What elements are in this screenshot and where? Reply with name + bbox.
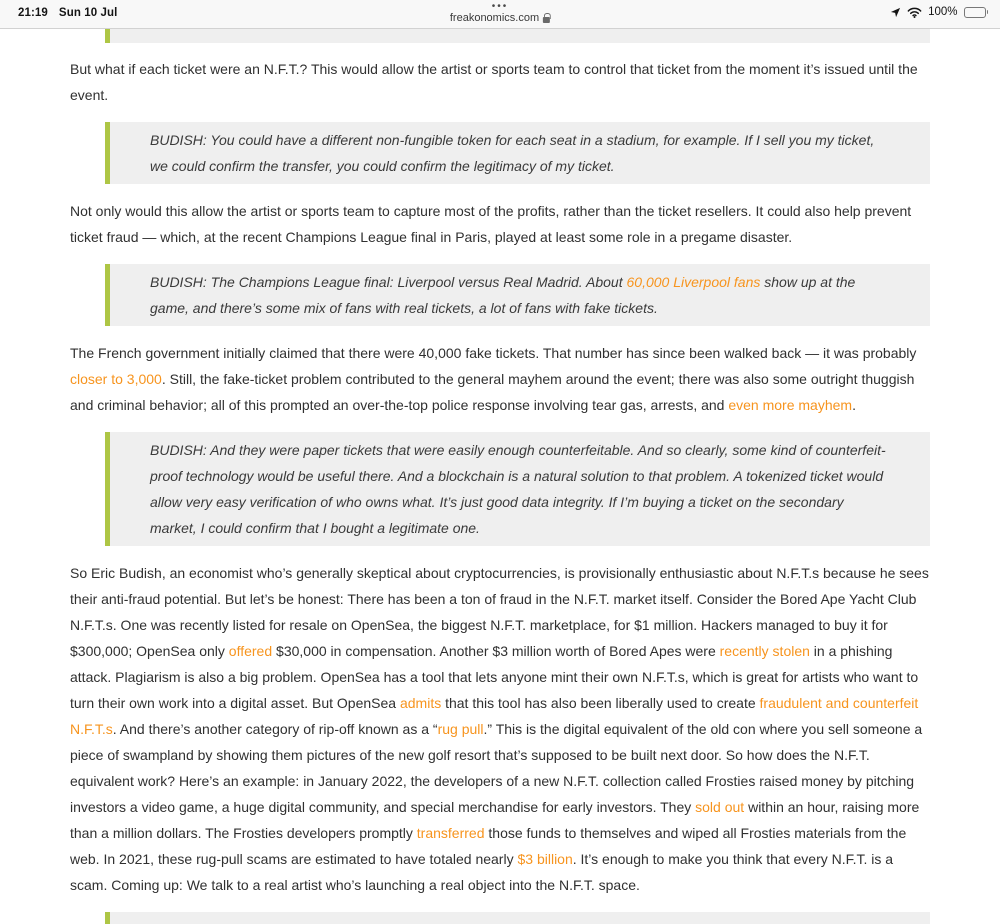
text-run: Not only would this allow the artist or sports team to capture most of the profits, rather than the ticket resellers. It could also help prevent ticket fraud — which, at the recent Champions League final in Paris, played at least some role in a pregame disaster.: [70, 203, 912, 245]
text-run: So Eric Budish, an economist who’s generally skeptical about cryptocurrencies, is provisionally enthusiastic about N.F.T.s because he sees their anti-fraud potential. But let’s be honest: There has been a ton of fraud in the N.F.T. market itself. Consider the Bored Ape Yacht Club N.F.T.s. One was recently listed for resale on OpenSea, the biggest N.F.T. marketplace, for $1 million. Hackers managed to buy it for $300,000; OpenSea only: [70, 565, 929, 659]
inline-link[interactable]: even more mayhem: [728, 397, 853, 413]
location-arrow-icon: [890, 7, 901, 18]
text-run: show up at the game, and there’s some mix of fans with real tickets, a lot of fans with fake tickets.: [150, 274, 856, 316]
wifi-icon: [907, 7, 922, 18]
text-run: BUDISH: The Champions League final: Liverpool versus Real Madrid. About: [150, 274, 627, 290]
date-label: Sun 10 Jul: [58, 7, 118, 19]
text-run: those funds to themselves and wiped all Frosties materials from the web. In 2021, these rug-pull scams are estimated to have totaled nearly: [70, 825, 907, 867]
clock: [18, 7, 117, 19]
paragraph: [70, 56, 930, 108]
inline-link[interactable]: offered: [228, 643, 273, 659]
pull-quote-partial-bottom: [105, 912, 930, 924]
inline-link[interactable]: fraudulent and counterfeit N.F.T.s: [70, 695, 919, 737]
text-run: . And there’s another category of rip-off known as a “: [112, 721, 438, 737]
inline-link[interactable]: $3 billion: [517, 851, 573, 867]
text-run: .” This is the digital equivalent of the old con where you sell someone a piece of swampland by showing them pictures of the new golf resort that’s supposed to be built next door. So how does the N.F.T. equivalent work? Here’s an example: in January 2022, the developers of a new N.F.T. collection called Frosties raised money by pitching investors a video game, a huge digital community, and special merchandise for early investors. They: [70, 721, 923, 815]
status-icons: [890, 6, 988, 18]
text-run: . It’s enough to make you think that every N.F.T. is a scam. Coming up: We talk to a real artist who’s launching a real object into the N.F.T. space.: [70, 851, 894, 893]
text-run: BUDISH: And they were paper tickets that were easily enough counterfeitable. And so clearly, some kind of counterfeit-proof technology would be useful there. And a blockchain is a natural solution to that problem. A tokenized ticket would allow very easy verification of who owns what. It’s just good data integrity. If I’m buying a ticket on the secondary market, I could confirm that I bought a legitimate one.: [150, 442, 886, 536]
inline-link[interactable]: admits: [399, 695, 442, 711]
text-run: within an hour, raising more than a million dollars. The Frosties developers promptly: [70, 799, 920, 841]
paragraph: [70, 340, 930, 418]
status-bar: [0, 0, 1000, 29]
text-run: But what if each ticket were an N.F.T.? This would allow the artist or sports team to control that ticket from the moment it’s issued until the event.: [70, 61, 918, 103]
inline-link[interactable]: rug pull: [437, 721, 484, 737]
time-label: 21:19: [18, 7, 48, 19]
pull-quote: [105, 432, 930, 546]
paragraph: [70, 560, 930, 898]
site-domain[interactable]: freakonomics.com: [449, 12, 540, 24]
inline-link[interactable]: closer to 3,000: [70, 371, 162, 387]
pull-quote: [105, 122, 930, 184]
text-run: $30,000 in compensation. Another $3 million worth of Bored Apes were: [272, 643, 720, 659]
article-content: [0, 29, 1000, 924]
pull-quote-partial-top: [105, 29, 930, 43]
battery-icon: [964, 7, 989, 18]
text-run: BUDISH: You could have a different non-fungible token for each seat in a stadium, for example. If I sell you my ticket, we could confirm the transfer, you could confirm the legitimacy of my ticket.: [150, 132, 875, 174]
text-run: in a phishing attack. Plagiarism is also a big problem. OpenSea has a tool that lets anyone mint their own N.F.T.s, which is great for artists who want to turn their own work into a digital asset. But OpenSea: [70, 643, 919, 711]
inline-link[interactable]: transferred: [416, 825, 485, 841]
lock-icon: [543, 17, 550, 23]
inline-link[interactable]: sold out: [695, 799, 745, 815]
paragraph: [70, 198, 930, 250]
toolbar-reveal-dots[interactable]: •••: [491, 1, 509, 12]
text-run: The French government initially claimed that there were 40,000 fake tickets. That number has since been walked back — it was probably: [70, 345, 917, 361]
text-run: . Still, the fake-ticket problem contributed to the general mayhem around the event; there was also some outright thuggish and criminal behavior; all of this prompted an over-the-top police response involving tear gas, arrests, and: [70, 371, 915, 413]
inline-link[interactable]: 60,000 Liverpool fans: [626, 274, 761, 290]
browser-address-area[interactable]: [450, 2, 550, 26]
text-run: .: [852, 397, 856, 413]
text-run: that this tool has also been liberally used to create: [441, 695, 760, 711]
pull-quote: [105, 264, 930, 326]
battery-percent-label: 100%: [928, 6, 958, 18]
inline-link[interactable]: recently stolen: [719, 643, 810, 659]
